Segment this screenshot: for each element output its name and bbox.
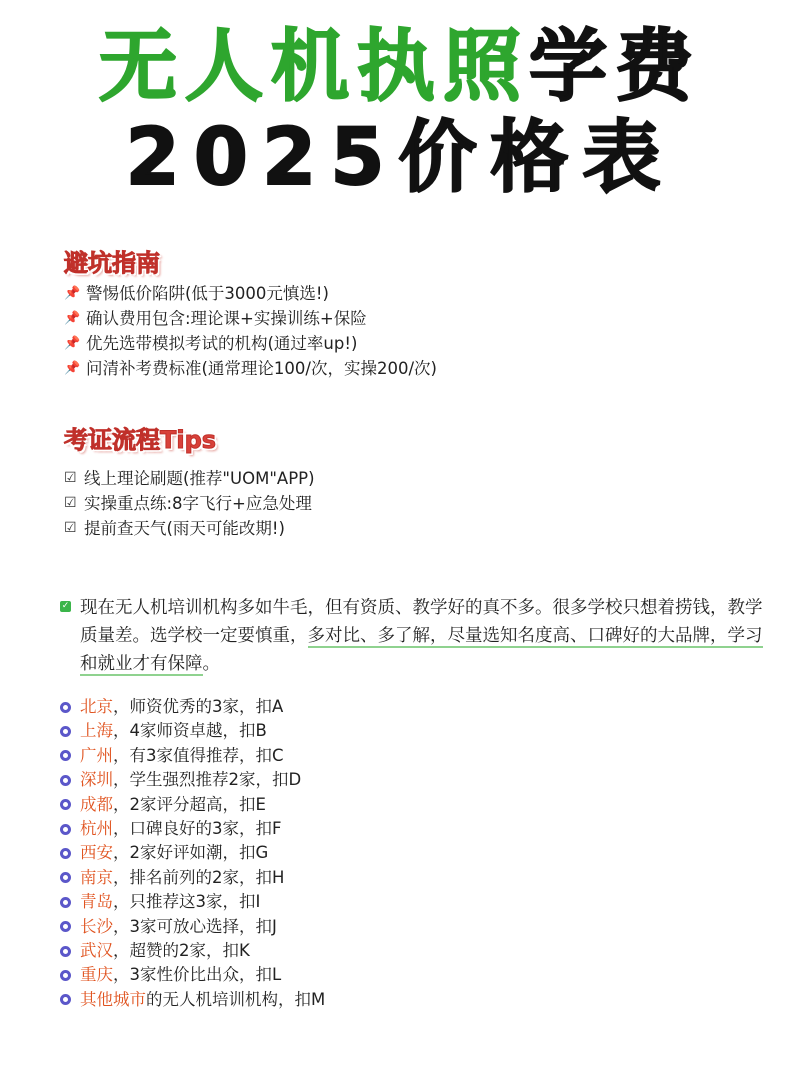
city-desc: ，有3家值得推荐，扣C [113,745,284,765]
city-item [60,793,325,817]
city-desc: ，2家评分超高，扣E [113,794,266,814]
city-name: 其他城市 [80,989,146,1009]
city-name: 南京 [80,867,113,887]
circle-bullet-icon [60,775,71,786]
city-name: 杭州 [80,818,113,838]
city-name: 成都 [80,794,113,814]
city-desc: ，口碑良好的3家，扣F [113,818,282,838]
city-desc: ，排名前列的2家，扣H [113,867,285,887]
check-icon: ✓ [61,601,70,611]
list-item-text: 优先选带模拟考试的机构(通过率up!) [86,334,358,353]
city-name: 重庆 [80,965,113,985]
circle-bullet-icon [60,702,71,713]
city-name: 西安 [80,843,113,863]
city-desc: ，4家师资卓越，扣B [113,721,267,741]
city-item [60,890,325,914]
city-list [60,695,325,1012]
list-item [64,331,437,356]
city-desc: ，学生强烈推荐2家，扣D [113,770,302,790]
section2-list [64,466,315,541]
city-desc: ，师资优秀的3家，扣A [113,697,284,716]
list-item-text: 问清补考费标准(通常理论100/次，实操200/次) [86,359,437,378]
city-item [60,988,325,1012]
city-desc: ，3家可放心选择，扣J [113,916,277,936]
circle-bullet-icon [60,799,71,810]
city-name: 北京 [80,697,113,716]
list-item [64,281,437,306]
circle-bullet-icon [60,726,71,737]
checkbox-icon: ☑ [64,470,77,486]
list-item-text: 线上理论刷题(推荐"UOM"APP) [84,469,315,488]
city-name: 长沙 [80,916,113,936]
circle-bullet-icon [60,824,71,835]
city-desc: ，2家好评如潮，扣G [113,843,269,863]
city-name: 武汉 [80,940,113,960]
circle-bullet-icon [60,750,71,761]
city-item [60,841,325,865]
title-year: 2025价格表 [125,113,675,203]
list-item [64,491,315,516]
circle-bullet-icon [60,946,71,957]
city-name: 广州 [80,745,113,765]
list-item [64,516,315,541]
city-item [60,817,325,841]
city-item [60,866,325,890]
title-line-2 [0,113,800,203]
list-item-text: 确认费用包含:理论课+实操训练+保险 [86,309,367,328]
city-desc: ，超赞的2家，扣K [113,940,250,960]
list-item-text: 提前查天气(雨天可能改期!) [84,519,285,538]
section1-list [64,281,437,381]
section2-heading: 考证流程Tips [64,426,217,454]
title-black: 学费 [529,22,702,112]
city-desc: 的无人机培训机构，扣M [146,989,326,1009]
list-item [64,466,315,491]
city-item [60,963,325,987]
city-name: 上海 [80,721,113,741]
circle-bullet-icon [60,848,71,859]
pushpin-icon: 📌 [64,361,81,376]
list-item [64,356,437,381]
city-item [60,695,325,719]
pushpin-icon: 📌 [64,336,81,351]
checkbox-icon: ☑ [64,520,77,536]
city-name: 青岛 [80,892,113,912]
title-line-1 [0,22,800,112]
para-text: 现在无人机培训机构多如牛毛，但有资质、教学好的真不多。很多学校只想着捞钱，教学质量差。选学校一定要慎重， [80,598,763,646]
city-item [60,719,325,743]
circle-bullet-icon [60,970,71,981]
circle-bullet-icon [60,921,71,932]
para-underlined: 多对比、多了解，尽量选知名度高、口碑好的大品牌，学习和就业才有保障 [80,626,763,674]
city-desc: ，3家性价比出众，扣L [113,965,282,985]
circle-bullet-icon [60,994,71,1005]
city-item [60,939,325,963]
intro-paragraph [60,594,770,678]
list-item [64,306,437,331]
list-item-text: 警惕低价陷阱(低于3000元慎选!) [86,284,329,303]
city-item [60,744,325,768]
circle-bullet-icon [60,872,71,883]
pushpin-icon: 📌 [64,311,81,326]
section1-heading: 避坑指南 [64,249,160,277]
pushpin-icon: 📌 [64,286,81,301]
checkbox-icon: ☑ [64,495,77,511]
city-item [60,768,325,792]
title-green: 无人机执照 [98,22,529,112]
circle-bullet-icon [60,897,71,908]
list-item-text: 实操重点练:8字飞行+应急处理 [84,494,312,513]
city-item [60,915,325,939]
city-desc: ，只推荐这3家，扣I [113,892,261,912]
para-end: 。 [202,654,220,674]
city-name: 深圳 [80,770,113,790]
